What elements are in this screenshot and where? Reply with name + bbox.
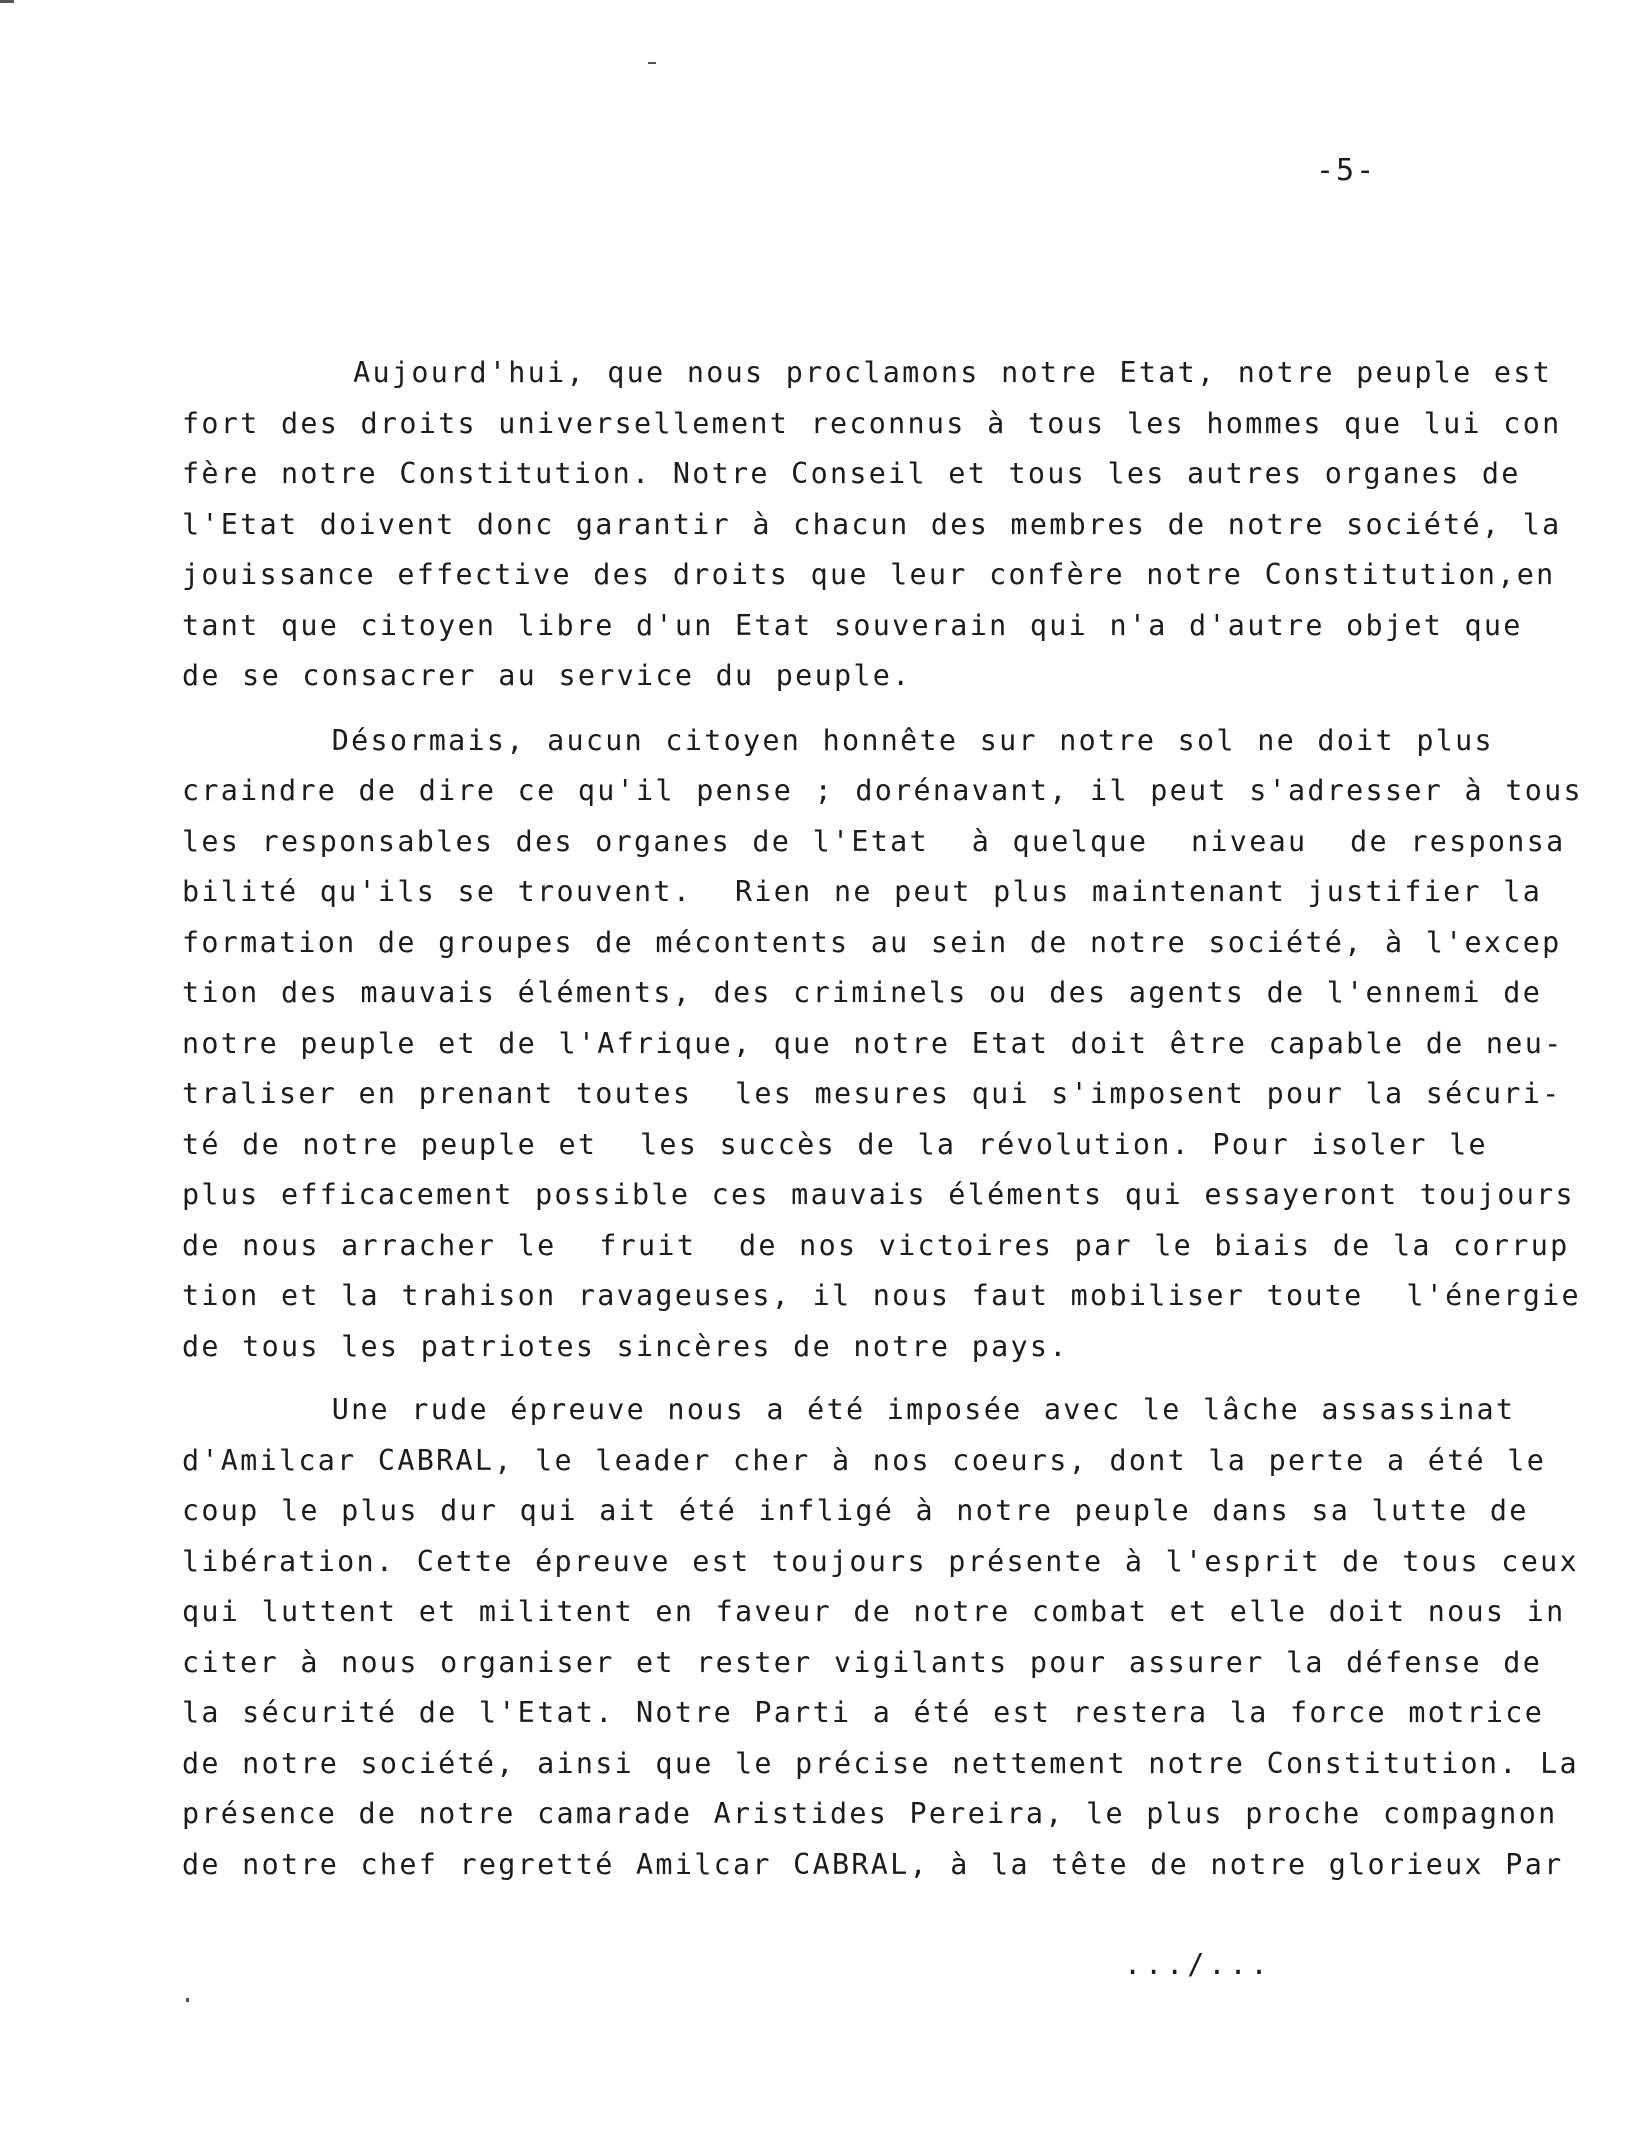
text-line: notre peuple et de l'Afrique, que notre Etat doit être capable de neu-: [182, 1026, 1564, 1060]
text-line: présence de notre camarade Aristides Pereira, le plus proche compagnon: [182, 1797, 1558, 1830]
text-line: l'Etat doivent donc garantir à chacun des membres de notre société, la: [182, 507, 1562, 541]
scan-speck: [648, 62, 656, 64]
page-number: -5-: [1316, 153, 1377, 188]
text-line: tant que citoyen libre d'un Etat souverain qui n'a d'autre objet que: [182, 608, 1523, 642]
text-line: de notre chef regretté Amilcar CABRAL, à la tête de notre glorieux Par: [182, 1847, 1564, 1881]
text-line: plus efficacement possible ces mauvais éléments qui essayeront toujours: [182, 1178, 1575, 1211]
text-line: de tous les patriotes sincères de notre pays.: [182, 1329, 1069, 1363]
text-line: fort des droits universellement reconnus à tous les hommes que lui con: [182, 406, 1562, 440]
text-line: jouissance effective des droits que leur confère notre Constitution,en: [182, 558, 1556, 591]
text-line: craindre de dire ce qu'il pense ; dorénavant, il peut s'adresser à tous: [182, 774, 1583, 807]
text-line: tion et la trahison ravageuses, il nous faut mobiliser toute l'énergie: [182, 1279, 1581, 1312]
text-line: Désormais, aucun citoyen honnête sur notre sol ne doit plus: [182, 723, 1494, 757]
continuation-mark: .../...: [1124, 1948, 1272, 1981]
text-line: qui luttent et militent en faveur de notre combat et elle doit nous in: [182, 1595, 1566, 1628]
text-line: coup le plus dur qui ait été infligé à notre peuple dans sa lutte de: [182, 1494, 1529, 1527]
text-line: d'Amilcar CABRAL, le leader cher à nos coeurs, dont la perte a été le: [182, 1443, 1547, 1477]
text-line: Aujourd'hui, que nous proclamons notre Etat, notre peuple est: [182, 356, 1553, 389]
text-line: la sécurité de l'Etat. Notre Parti a été est restera la force motrice: [182, 1696, 1545, 1729]
text-line: formation de groupes de mécontents au sein de notre société, à l'excep: [182, 925, 1562, 959]
text-line: les responsables des organes de l'Etat à quelque niveau de responsa: [182, 824, 1566, 858]
text-line: Une rude épreuve nous a été imposée avec le lâche assassinat: [182, 1393, 1516, 1426]
scan-speck: [0, 0, 14, 3]
document-body: [182, 348, 1582, 1890]
text-line: de notre société, ainsi que le précise nettement notre Constitution. La: [182, 1746, 1579, 1780]
paragraph-3: [182, 1385, 1582, 1890]
text-line: tion des mauvais éléments, des criminels ou des agents de l'ennemi de: [182, 976, 1543, 1009]
text-line: té de notre peuple et les succès de la révolution. Pour isoler le: [182, 1127, 1488, 1161]
scan-speck: [186, 1998, 189, 2002]
paragraph-1: [182, 348, 1582, 702]
text-line: de se consacrer au service du peuple.: [182, 659, 912, 692]
text-line: de nous arracher le fruit de nos victoires par le biais de la corrup: [182, 1228, 1570, 1262]
text-line: citer à nous organiser et rester vigilants pour assurer la défense de: [182, 1645, 1543, 1679]
text-line: bilité qu'ils se trouvent. Rien ne peut plus maintenant justifier la: [182, 875, 1543, 908]
paragraph-2: [182, 716, 1582, 1373]
text-line: fère notre Constitution. Notre Conseil et tous les autres organes de: [182, 457, 1521, 490]
text-line: traliser en prenant toutes les mesures qui s'imposent pour la sécuri-: [182, 1077, 1562, 1110]
text-line: libération. Cette épreuve est toujours présente à l'esprit de tous ceux: [182, 1544, 1579, 1578]
